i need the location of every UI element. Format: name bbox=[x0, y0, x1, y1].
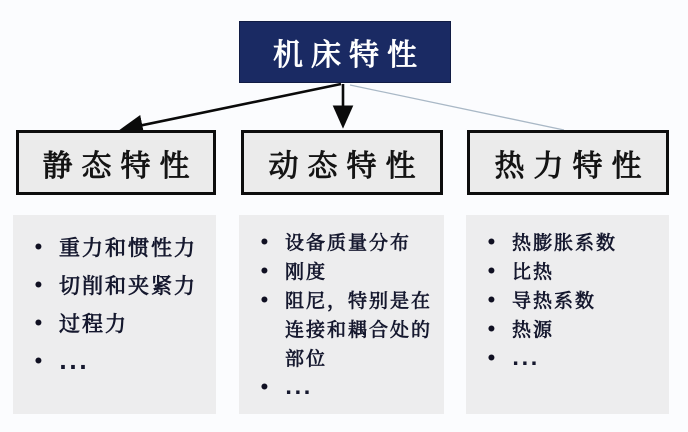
list-item-text: 阻尼，特别是在连接和耦合处的部位 bbox=[285, 290, 433, 370]
root-node-label: 机床特性 bbox=[273, 38, 425, 73]
list-item-text: ... bbox=[285, 377, 313, 399]
thermal-items-panel bbox=[466, 215, 669, 414]
bullet-icon: • bbox=[486, 233, 497, 253]
list-item-text: 导热系数 bbox=[512, 290, 597, 312]
bullet-icon: • bbox=[486, 291, 497, 311]
list-item-text: 比热 bbox=[512, 261, 555, 283]
list-item-text: 刚度 bbox=[285, 261, 328, 283]
bullet-icon: • bbox=[33, 238, 44, 258]
list-item bbox=[486, 345, 661, 374]
thermal-items-list bbox=[486, 229, 661, 374]
list-item-text: 切削和夹紧力 bbox=[59, 274, 197, 298]
list-item bbox=[33, 343, 208, 381]
list-item-text: 设备质量分布 bbox=[285, 232, 412, 254]
list-item-text: ... bbox=[59, 350, 89, 374]
line-root-to-thermal bbox=[350, 85, 564, 130]
dynamic-items-panel bbox=[239, 215, 444, 414]
list-item-text: 热源 bbox=[512, 319, 555, 341]
bullet-icon: • bbox=[259, 233, 270, 253]
list-item bbox=[259, 229, 436, 258]
list-item bbox=[259, 374, 436, 403]
bullet-icon: • bbox=[486, 349, 497, 369]
list-item-text: 重力和惯性力 bbox=[59, 236, 197, 260]
list-item bbox=[486, 258, 661, 287]
branch-node-dynamic bbox=[241, 130, 443, 195]
list-item bbox=[486, 316, 661, 345]
list-item-text: 热膨胀系数 bbox=[512, 232, 618, 254]
static-items-panel bbox=[13, 215, 216, 414]
bullet-icon: • bbox=[33, 276, 44, 296]
list-item bbox=[33, 305, 208, 343]
branch-node-label: 静态特性 bbox=[42, 148, 199, 184]
branch-node-label: 热力特性 bbox=[494, 148, 651, 184]
branch-node-static bbox=[16, 130, 216, 195]
bullet-icon: • bbox=[486, 262, 497, 282]
bullet-icon: • bbox=[259, 378, 270, 398]
bullet-icon: • bbox=[33, 314, 44, 334]
bullet-icon: • bbox=[486, 320, 497, 340]
list-item bbox=[486, 229, 661, 258]
static-items-list bbox=[33, 229, 208, 381]
bullet-icon: • bbox=[33, 352, 44, 372]
list-item-text: ... bbox=[512, 348, 540, 370]
arrow-root-to-static bbox=[124, 84, 341, 129]
branch-node-thermal bbox=[467, 130, 669, 195]
list-item-text: 过程力 bbox=[59, 312, 128, 336]
list-item bbox=[486, 287, 661, 316]
list-item bbox=[259, 287, 436, 374]
branch-node-label: 动态特性 bbox=[268, 148, 425, 184]
bullet-icon: • bbox=[259, 262, 270, 282]
dynamic-items-list bbox=[259, 229, 436, 403]
list-item bbox=[33, 229, 208, 267]
list-item bbox=[33, 267, 208, 305]
root-node-machine-tool-characteristics bbox=[240, 22, 450, 82]
list-item bbox=[259, 258, 436, 287]
bullet-icon: • bbox=[259, 291, 270, 311]
